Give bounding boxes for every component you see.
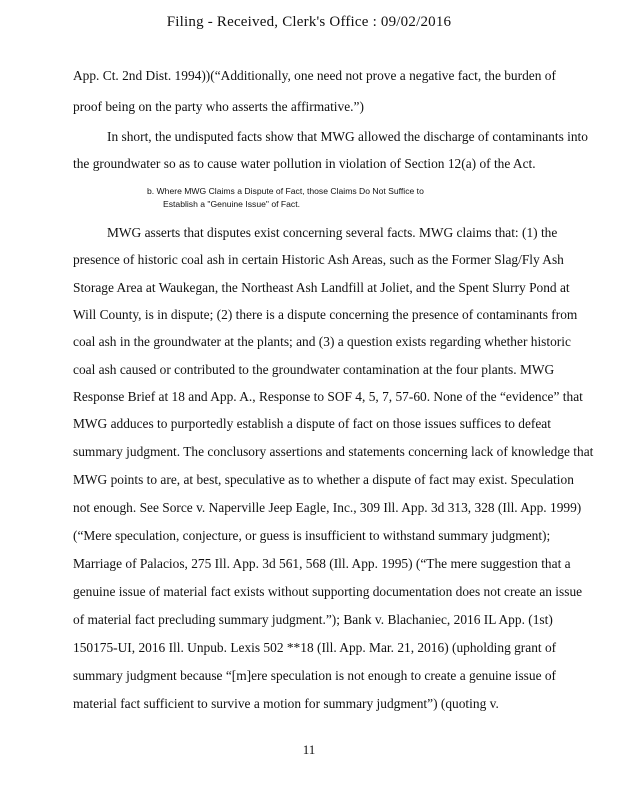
body-line: not enough. See Sorce v. Naperville Jeep Eagle, Inc., 309 Ill. App. 3d 313, 328 (Ill. App. 1999)	[73, 500, 582, 515]
section-heading-cont: Establish a "Genuine Issue" of Fact.	[163, 199, 300, 209]
body-line: MWG adduces to purportedly establish a dispute of fact on those issues suffices to defeat	[73, 416, 551, 431]
filing-header: Filing - Received, Clerk's Office : 09/02/2016	[166, 14, 452, 30]
body-line: of material fact precluding summary judgment.”); Bank v. Blachaniec, 2016 IL App. (1st)	[73, 612, 553, 627]
body-line: material fact sufficient to survive a motion for summary judgment”) (quoting v.	[73, 696, 499, 711]
body-line: proof being on the party who asserts the affirmative.”)	[73, 99, 364, 114]
body-line: Storage Area at Waukegan, the Northeast Ash Landfill at Joliet, and the Spent Slurry Pond at	[73, 280, 570, 295]
page-number: 11	[302, 742, 316, 757]
body-line: summary judgment. The conclusory assertions and statements concerning lack of knowledge that	[73, 444, 594, 459]
body-line: App. Ct. 2nd Dist. 1994))(“Additionally, one need not prove a negative fact, the burden of	[73, 68, 556, 83]
body-line: (“Mere speculation, conjecture, or guess is insufficient to withstand summary judgment);	[73, 528, 551, 543]
body-line: MWG points to are, at best, speculative as to whether a dispute of fact may exist. Speculation	[73, 472, 574, 487]
body-line: MWG asserts that disputes exist concerning several facts. MWG claims that: (1) the	[107, 225, 558, 240]
body-line: Will County, is in dispute; (2) there is a dispute concerning the presence of contaminants from	[73, 307, 578, 322]
body-line: In short, the undisputed facts show that MWG allowed the discharge of contaminants into	[107, 129, 588, 144]
body-line: 150175-UI, 2016 Ill. Unpub. Lexis 502 **18 (Ill. App. Mar. 21, 2016) (upholding grant of	[73, 640, 557, 655]
body-line: summary judgment because “[m]ere speculation is not enough to create a genuine issue of	[73, 668, 557, 683]
body-line: coal ash caused or contributed to the groundwater contamination at the four plants. MWG	[73, 362, 555, 377]
body-line: the groundwater so as to cause water pollution in violation of Section 12(a) of the Act.	[73, 156, 536, 171]
body-line: Marriage of Palacios, 275 Ill. App. 3d 561, 568 (Ill. App. 1995) (“The mere suggestion that a	[73, 556, 571, 571]
body-line: Response Brief at 18 and App. A., Response to SOF 4, 5, 7, 57-60. None of the “evidence” that	[73, 389, 583, 404]
section-heading: b. Where MWG Claims a Dispute of Fact, those Claims Do Not Suffice to	[147, 186, 424, 196]
body-line: coal ash in the groundwater at the plants; and (3) a question exists regarding whether historic	[73, 334, 571, 349]
body-line: genuine issue of material fact exists without supporting documentation does not create an issue	[73, 584, 583, 599]
body-line: presence of historic coal ash in certain Historic Ash Areas, such as the Former Slag/Fly Ash	[73, 252, 564, 267]
